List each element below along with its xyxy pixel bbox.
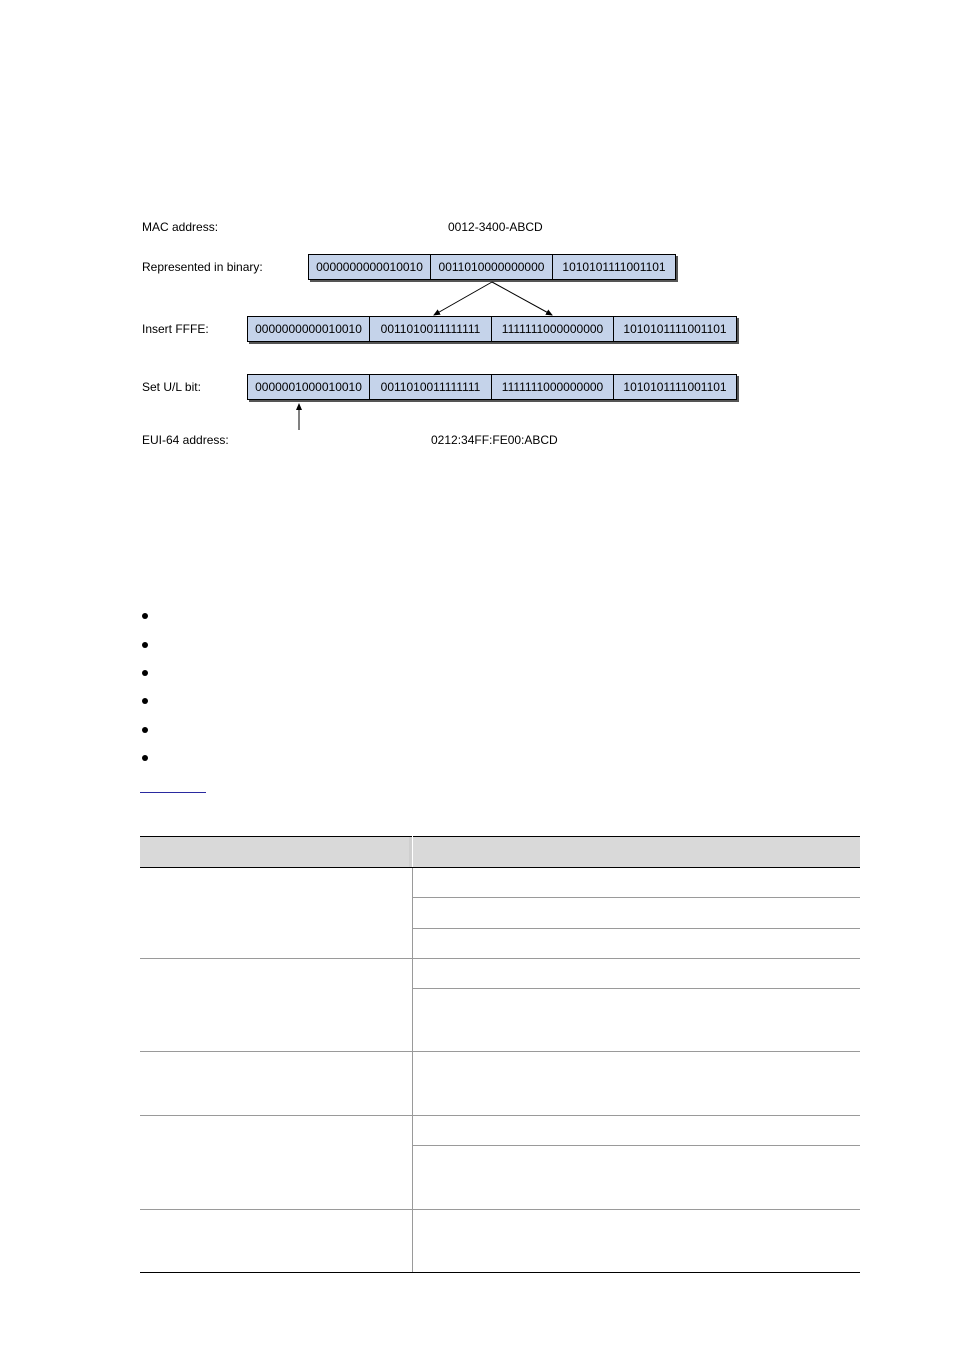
bullet-marker	[142, 727, 148, 733]
mac-address-value: 0012-3400-ABCD	[448, 220, 543, 234]
insert-arrow-left	[434, 282, 492, 315]
binary-label: Represented in binary:	[142, 260, 263, 274]
binary-cell: 0000000000010010	[309, 255, 431, 279]
table-cell	[413, 959, 861, 989]
binary-cell: 0011010000000000	[431, 255, 553, 279]
bullet-marker	[142, 698, 148, 704]
table-row	[140, 1052, 860, 1116]
bullet-marker	[142, 613, 148, 619]
fffe-row	[247, 316, 737, 342]
eui64-value: 0212:34FF:FE00:ABCD	[431, 433, 558, 447]
ul-bit-cell: 0011010011111111	[370, 375, 492, 399]
fffe-cell: 1111111000000000	[492, 317, 614, 341]
table-header-row	[140, 837, 860, 868]
table-row	[140, 959, 860, 989]
table-cell	[413, 989, 861, 1052]
fffe-cell: 1010101111001101	[614, 317, 736, 341]
bullet-marker	[142, 642, 148, 648]
fffe-cell: 0000000000010010	[248, 317, 370, 341]
table-row	[140, 1116, 860, 1146]
table-cell	[140, 959, 413, 1052]
ul-bit-cell: 1111111000000000	[492, 375, 614, 399]
table-header-cell	[140, 837, 413, 868]
table-cell	[413, 898, 861, 928]
binary-cell: 1010101111001101	[553, 255, 675, 279]
table-cell	[140, 1210, 413, 1273]
table-header-cell	[413, 837, 861, 868]
insert-fffe-label: Insert FFFE:	[142, 322, 209, 336]
info-table	[140, 836, 860, 1273]
table-row	[140, 1210, 860, 1273]
table-row	[140, 868, 860, 898]
link-underline[interactable]	[140, 792, 206, 793]
table-cell	[413, 928, 861, 958]
table-cell	[413, 1052, 861, 1116]
mac-address-label: MAC address:	[142, 220, 219, 234]
ul-bit-cell: 1010101111001101	[614, 375, 736, 399]
table-cell	[413, 1116, 861, 1146]
ul-bit-row	[247, 374, 737, 400]
ul-bit-cell: 0000001000010010	[248, 375, 370, 399]
set-ul-bit-label: Set U/L bit:	[142, 380, 201, 394]
table-cell	[413, 868, 861, 898]
eui64-label: EUI-64 address:	[142, 433, 229, 447]
table-cell	[140, 868, 413, 959]
table-cell	[413, 1210, 861, 1273]
fffe-cell: 0011010011111111	[370, 317, 492, 341]
table-cell	[413, 1146, 861, 1210]
bullet-marker	[142, 755, 148, 761]
bullet-marker	[142, 670, 148, 676]
table-cell	[140, 1116, 413, 1210]
table-cell	[140, 1052, 413, 1116]
insert-arrow-right	[492, 282, 552, 315]
